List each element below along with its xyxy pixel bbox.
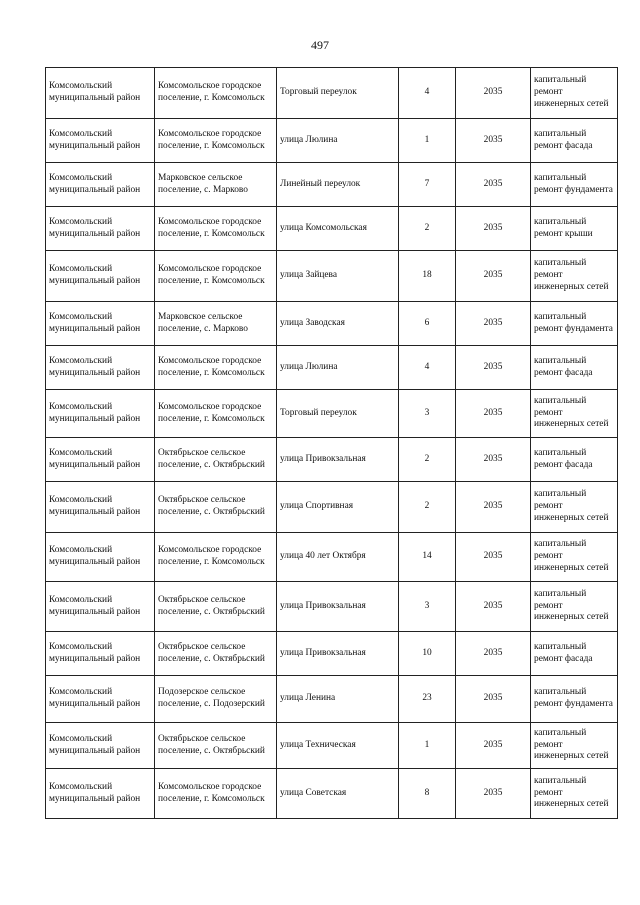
year-cell: 2035: [456, 390, 531, 438]
house-number-cell: 2: [399, 207, 456, 251]
work-type-cell: капитальный ремонт фасада: [531, 346, 618, 390]
year-cell: 2035: [456, 207, 531, 251]
settlement-cell: Комсомольское городское поселение, г. Комсомольск: [155, 119, 277, 163]
settlement-cell: Комсомольское городское поселение, г. Комсомольск: [155, 769, 277, 819]
work-type-cell: капитальный ремонт инженерных сетей: [531, 582, 618, 632]
district-cell: Комсомольский муниципальный район: [46, 302, 155, 346]
work-type-cell: капитальный ремонт фасада: [531, 438, 618, 482]
year-cell: 2035: [456, 769, 531, 819]
year-cell: 2035: [456, 251, 531, 302]
street-cell: улица Ленина: [277, 676, 399, 723]
district-cell: Комсомольский муниципальный район: [46, 346, 155, 390]
settlement-cell: Октябрьское сельское поселение, с. Октябрьский: [155, 582, 277, 632]
work-type-cell: капитальный ремонт инженерных сетей: [531, 769, 618, 819]
street-cell: Торговый переулок: [277, 390, 399, 438]
table-row: [46, 163, 618, 207]
house-number-cell: 3: [399, 582, 456, 632]
table-row: [46, 632, 618, 676]
district-cell: Комсомольский муниципальный район: [46, 723, 155, 769]
year-cell: 2035: [456, 723, 531, 769]
housing-repair-table: [45, 67, 618, 819]
district-cell: Комсомольский муниципальный район: [46, 676, 155, 723]
district-cell: Комсомольский муниципальный район: [46, 482, 155, 533]
table-row: [46, 582, 618, 632]
work-type-cell: капитальный ремонт фундамента: [531, 676, 618, 723]
house-number-cell: 1: [399, 119, 456, 163]
year-cell: 2035: [456, 676, 531, 723]
table-row: [46, 119, 618, 163]
table-row: [46, 390, 618, 438]
year-cell: 2035: [456, 582, 531, 632]
settlement-cell: Комсомольское городское поселение, г. Комсомольск: [155, 251, 277, 302]
settlement-cell: Комсомольское городское поселение, г. Комсомольск: [155, 390, 277, 438]
district-cell: Комсомольский муниципальный район: [46, 163, 155, 207]
street-cell: улица Заводская: [277, 302, 399, 346]
year-cell: 2035: [456, 68, 531, 119]
page-number: 497: [311, 38, 329, 52]
settlement-cell: Марковское сельское поселение, с. Марково: [155, 163, 277, 207]
street-cell: улица Советская: [277, 769, 399, 819]
settlement-cell: Октябрьское сельское поселение, с. Октябрьский: [155, 632, 277, 676]
table-row: [46, 68, 618, 119]
district-cell: Комсомольский муниципальный район: [46, 119, 155, 163]
settlement-cell: Комсомольское городское поселение, г. Комсомольск: [155, 346, 277, 390]
settlement-cell: Комсомольское городское поселение, г. Комсомольск: [155, 533, 277, 582]
table-row: [46, 207, 618, 251]
settlement-cell: Октябрьское сельское поселение, с. Октябрьский: [155, 482, 277, 533]
house-number-cell: 1: [399, 723, 456, 769]
year-cell: 2035: [456, 119, 531, 163]
work-type-cell: капитальный ремонт инженерных сетей: [531, 390, 618, 438]
district-cell: Комсомольский муниципальный район: [46, 533, 155, 582]
work-type-cell: капитальный ремонт инженерных сетей: [531, 482, 618, 533]
district-cell: Комсомольский муниципальный район: [46, 207, 155, 251]
house-number-cell: 8: [399, 769, 456, 819]
district-cell: Комсомольский муниципальный район: [46, 769, 155, 819]
year-cell: 2035: [456, 632, 531, 676]
work-type-cell: капитальный ремонт инженерных сетей: [531, 251, 618, 302]
year-cell: 2035: [456, 482, 531, 533]
house-number-cell: 2: [399, 482, 456, 533]
table-row: [46, 482, 618, 533]
work-type-cell: капитальный ремонт крыши: [531, 207, 618, 251]
work-type-cell: капитальный ремонт фасада: [531, 119, 618, 163]
year-cell: 2035: [456, 346, 531, 390]
settlement-cell: Комсомольское городское поселение, г. Комсомольск: [155, 207, 277, 251]
year-cell: 2035: [456, 533, 531, 582]
work-type-cell: капитальный ремонт фундамента: [531, 302, 618, 346]
house-number-cell: 23: [399, 676, 456, 723]
work-type-cell: капитальный ремонт инженерных сетей: [531, 68, 618, 119]
street-cell: улица 40 лет Октября: [277, 533, 399, 582]
district-cell: Комсомольский муниципальный район: [46, 582, 155, 632]
house-number-cell: 18: [399, 251, 456, 302]
house-number-cell: 4: [399, 68, 456, 119]
table-row: [46, 769, 618, 819]
work-type-cell: капитальный ремонт фасада: [531, 632, 618, 676]
street-cell: улица Зайцева: [277, 251, 399, 302]
house-number-cell: 14: [399, 533, 456, 582]
district-cell: Комсомольский муниципальный район: [46, 68, 155, 119]
house-number-cell: 6: [399, 302, 456, 346]
street-cell: улица Привокзальная: [277, 632, 399, 676]
work-type-cell: капитальный ремонт фундамента: [531, 163, 618, 207]
street-cell: улица Спортивная: [277, 482, 399, 533]
house-number-cell: 3: [399, 390, 456, 438]
street-cell: улица Комсомольская: [277, 207, 399, 251]
settlement-cell: Подозерское сельское поселение, с. Подозерский: [155, 676, 277, 723]
house-number-cell: 7: [399, 163, 456, 207]
settlement-cell: Комсомольское городское поселение, г. Комсомольск: [155, 68, 277, 119]
table-row: [46, 302, 618, 346]
work-type-cell: капитальный ремонт инженерных сетей: [531, 533, 618, 582]
settlement-cell: Октябрьское сельское поселение, с. Октябрьский: [155, 438, 277, 482]
street-cell: Линейный переулок: [277, 163, 399, 207]
street-cell: улица Люлина: [277, 346, 399, 390]
street-cell: улица Техническая: [277, 723, 399, 769]
district-cell: Комсомольский муниципальный район: [46, 632, 155, 676]
work-type-cell: капитальный ремонт инженерных сетей: [531, 723, 618, 769]
street-cell: улица Привокзальная: [277, 438, 399, 482]
district-cell: Комсомольский муниципальный район: [46, 438, 155, 482]
house-number-cell: 10: [399, 632, 456, 676]
year-cell: 2035: [456, 163, 531, 207]
district-cell: Комсомольский муниципальный район: [46, 251, 155, 302]
table-row: [46, 676, 618, 723]
street-cell: Торговый переулок: [277, 68, 399, 119]
house-number-cell: 2: [399, 438, 456, 482]
settlement-cell: Марковское сельское поселение, с. Марково: [155, 302, 277, 346]
table-row: [46, 346, 618, 390]
year-cell: 2035: [456, 302, 531, 346]
table-row: [46, 251, 618, 302]
table-body: [46, 68, 618, 819]
house-number-cell: 4: [399, 346, 456, 390]
district-cell: Комсомольский муниципальный район: [46, 390, 155, 438]
table-row: [46, 438, 618, 482]
settlement-cell: Октябрьское сельское поселение, с. Октябрьский: [155, 723, 277, 769]
table-row: [46, 723, 618, 769]
street-cell: улица Привокзальная: [277, 582, 399, 632]
street-cell: улица Люлина: [277, 119, 399, 163]
table-row: [46, 533, 618, 582]
year-cell: 2035: [456, 438, 531, 482]
